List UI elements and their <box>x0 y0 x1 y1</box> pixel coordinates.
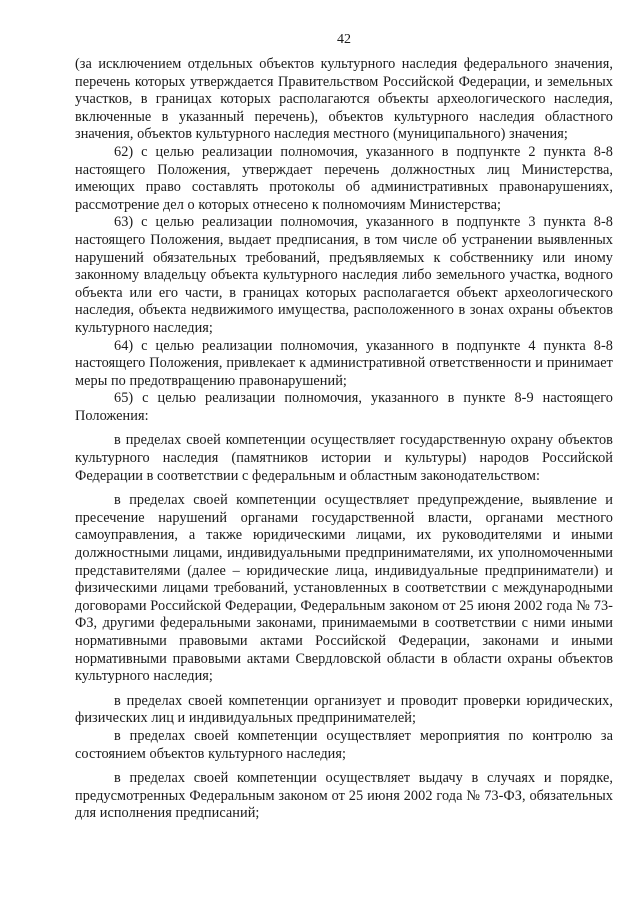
page-number: 42 <box>337 32 351 47</box>
paragraph-item-63: 63) с целью реализации полномочия, указанного в подпункте 3 пункта 8-8 настоящего Положения, выдает предписания, в том числе об устранении выявленных нарушений обязательных требований, предъявляемых к собственнику или иному законному владельцу объекта культурного наследия либо земельного участка, водного объекта или его части, в границах которых располагается объект археологического наследия, объекта недвижимого имущества, расположенного в зонах охраны объектов культурного наследия; <box>75 214 613 336</box>
paragraph-item-64: 64) с целью реализации полномочия, указанного в подпункте 4 пункта 8-8 настоящего Положения, привлекает к административной ответственности и принимает меры по предотвращению правонарушений; <box>75 337 613 389</box>
document-body <box>75 56 613 823</box>
paragraph-subitem-monitoring: в пределах своей компетенции осуществляет мероприятия по контролю за состоянием объектов культурного наследия; <box>75 727 613 762</box>
paragraph-subitem-orders: в пределах своей компетенции осуществляет выдачу в случаях и порядке, предусмотренных Федеральным законом от 25 июня 2002 года № 73-ФЗ, обязательных для исполнения предписаний; <box>75 770 613 822</box>
paragraph-subitem-state-protection: в пределах своей компетенции осуществляет государственную охрану объектов культурного наследия (памятников истории и культуры) народов Российской Федерации в соответствии с федеральным и областным законодательством: <box>75 432 613 484</box>
paragraph-continuation: (за исключением отдельных объектов культурного наследия федерального значения, перечень которых утверждается Правительством Российской Федерации, и земельных участков, в границах которых располагаются объекты археологического наследия, включенные в указанный перечень), объектов культурного наследия областного значения, объектов культурного наследия местного (муниципального) значения; <box>75 56 613 143</box>
paragraph-subitem-inspections: в пределах своей компетенции организует и проводит проверки юридических, физических лиц и индивидуальных предпринимателей; <box>75 692 613 727</box>
paragraph-item-65: 65) с целью реализации полномочия, указанного в пункте 8-9 настоящего Положения: <box>75 390 613 424</box>
paragraph-item-62: 62) с целью реализации полномочия, указанного в подпункте 2 пункта 8-8 настоящего Положения, утверждает перечень должностных лиц Министерства, имеющих право составлять протоколы об административных правонарушениях, рассмотрение дел о которых отнесено к полномочиям Министерства; <box>75 143 613 213</box>
paragraph-subitem-prevention: в пределах своей компетенции осуществляет предупреждение, выявление и пресечение нарушений органами государственной власти, органами местного самоуправления, а также юридическими лицами, их руководителями и иными должностными лицами, индивидуальными предпринимателями, их уполномоченными представителями (далее – юридические лица, индивидуальные предприниматели) и физическими лицами требований, установленных в соответствии с международными договорами Российской Федерации, Федеральным законом от 25 июня 2002 года № 73-ФЗ, другими федеральными законами, принимаемыми в соответствии с ними иными нормативными правовыми актами Российской Федерации, законами и иными нормативными правовыми актами Свердловской области в области охраны объектов культурного наследия; <box>75 492 613 685</box>
